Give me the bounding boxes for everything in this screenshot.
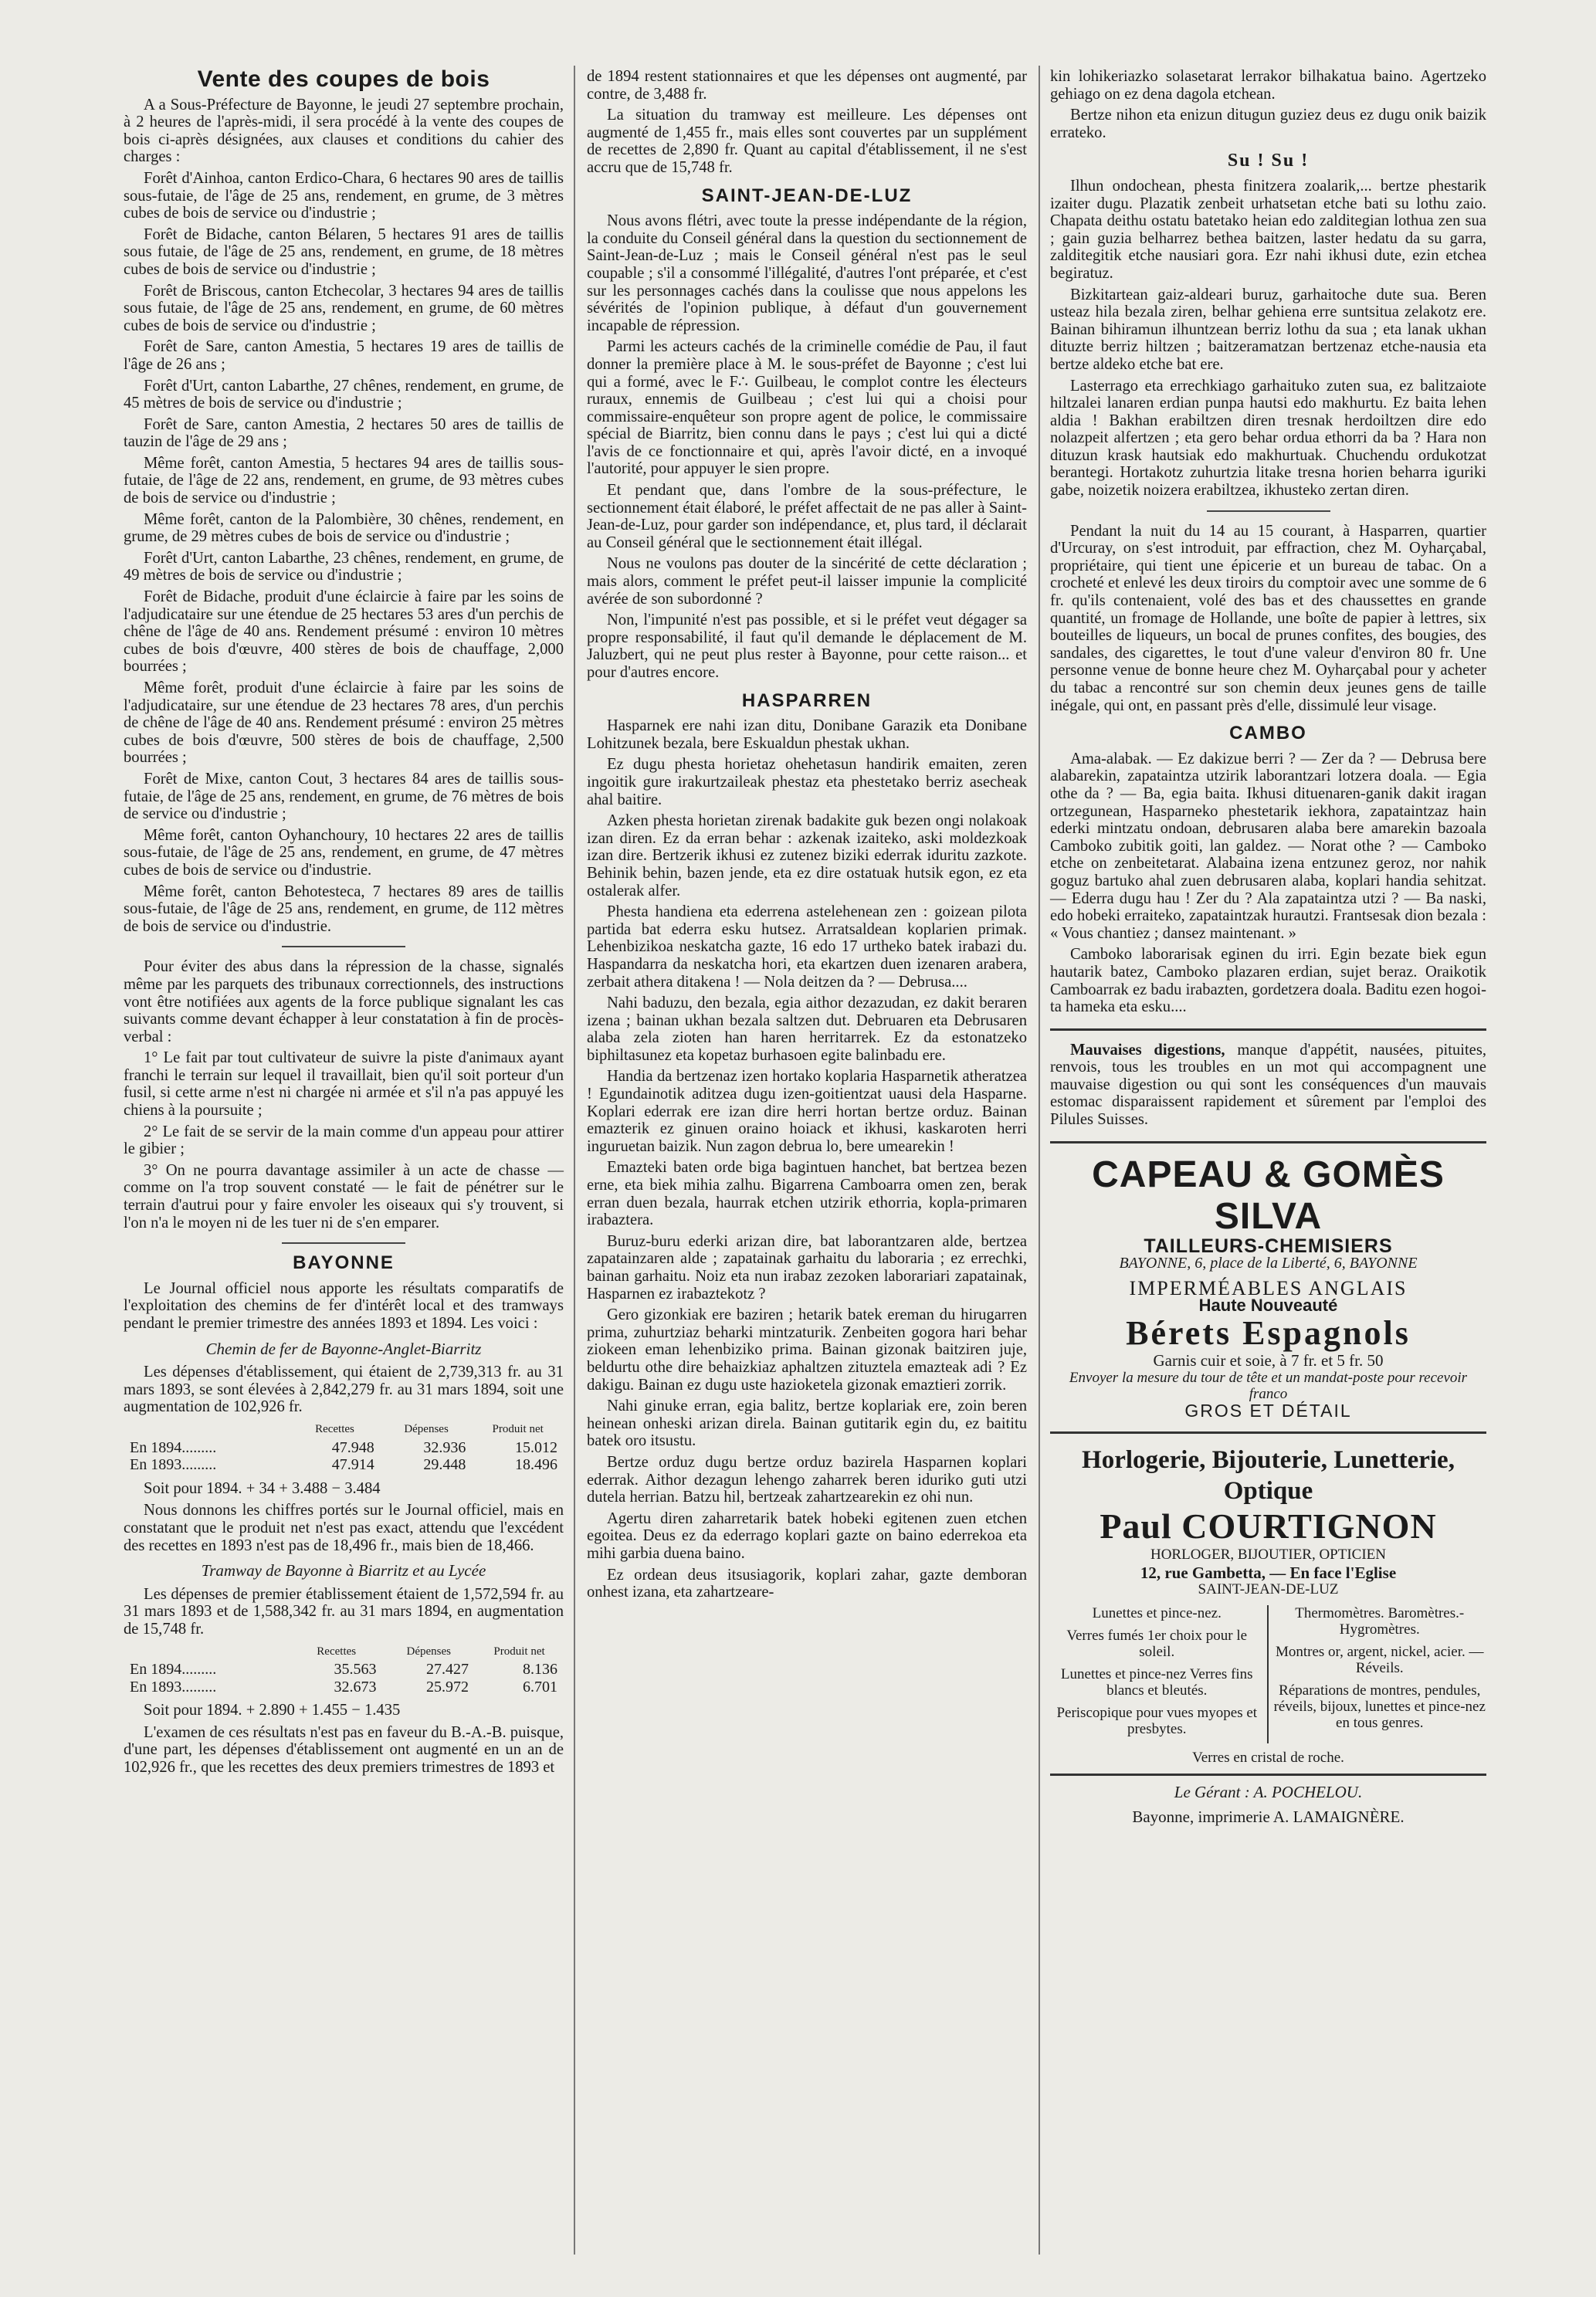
column-rule xyxy=(574,66,575,2255)
paragraph: Ez dugu phesta horietaz ohehetasun handirik emaiten, zeren ingoitik gure irakurtzaileak phestaz eta phestetako berriz asecheak ahal baitire. xyxy=(587,756,1027,808)
advert-courtignon-name: Paul COURTIGNON xyxy=(1100,1506,1437,1547)
paragraph: Et pendant que, dans l'ombre de la sous-préfecture, le sectionnement était élaboré, le préfet affectait de ne pas aller à Saint-Jean-de-Luz, pour garder son indépendance, et, plus tard, il déclarait au Conseil général que le sectionnement était illégal. xyxy=(587,482,1027,551)
advert-digestion-title: Mauvaises digestions, xyxy=(1070,1041,1225,1059)
table-header: Dépenses xyxy=(406,1645,451,1658)
paragraph: Pendant la nuit du 14 au 15 courant, à Hasparren, quartier d'Urcuray, on s'est introduit, par effraction, chez M. Oyharçabal, propriétaire, qui tient une épicerie et un bureau de tabac. On a crocheté et enlevé les deux tiroirs du comptoir avec une somme de 6 fr. qu'ils contenaient, volé des bas et des chaussettes en grande quantité, un fromage de Hollande, une boîte de papier à lettres, six bouteilles de liqueurs, un bocal de prunes confites, des bougies, des sandales, des cigarettes, le tout d'une valeur d'environ 80 fr. Une personne venue de bonne heure chez M. Oyharçabal pour y acheter du tabac a rencontré sur son chemin deux jeunes gens de taille inégale, qui ont, en passant près d'elle, dissimulé leur visage. xyxy=(1050,522,1486,714)
paragraph: Nous ne voulons pas douter de la sincérité de cette déclaration ; mais alors, comment le préfet peut-il laisser impunie la complicité avérée de son subordonné ? xyxy=(587,555,1027,608)
paragraph: Les dépenses de premier établissement étaient de 1,572,594 fr. au 31 mars 1893 et de 1,588,342 fr. au 31 mars 1894, en augmentation de 15,748 fr. xyxy=(124,1585,564,1638)
section-title-hasparren: HASPARREN xyxy=(741,689,873,711)
advert-capeau xyxy=(1050,1154,1486,1420)
advert-capeau-line: Envoyer la mesure du tour de tête et un mandat-poste pour recevoir franco xyxy=(1069,1369,1468,1402)
advert-item: Lunettes et pince-nez. xyxy=(1092,1605,1222,1621)
paragraph: Nous donnons les chiffres portés sur le Journal officiel, mais en constatant que le produit net n'est pas exact, attendu que l'excédent des recettes en 1893 n'est pas de 18,496 fr., mais bien de 18,466. xyxy=(124,1502,564,1554)
advert-courtignon xyxy=(1050,1445,1486,1767)
paragraph: Même forêt, canton de la Palombière, 30 chênes, rendement, en grume, de 29 mètres cubes de bois de service ou d'industrie ; xyxy=(124,510,564,546)
table-header: Produit net xyxy=(492,1422,544,1435)
paragraph: Ez ordean deus itsusiagorik, koplari zahar, gazte demboran onhest izana, eta zahartzeare- xyxy=(587,1566,1027,1601)
paragraph: kin lohikeriazko solasetarat lerrakor bilhakatua baino. Agertzeko gehiago on ez dena dagola etchean. xyxy=(1050,68,1486,103)
paragraph: Bertze orduz dugu bertze orduz bazirela Hasparnen koplari ederrak. Aithor dezagun lehengo zaharrek beren iduriko guti utzi dutela herrian. Batzu hil, bertzeak zahartzearekin ez ohi nun. xyxy=(587,1453,1027,1506)
advert-capeau-line: GROS ET DÉTAIL xyxy=(1184,1400,1352,1421)
paragraph: Le Journal officiel nous apporte les résultats comparatifs de l'exploitation des chemins de fer d'intérêt local et des tramways pendant le premier trimestre des années 1893 et 1894. Les voici : xyxy=(124,1279,564,1332)
advert-courtignon-left xyxy=(1050,1605,1269,1743)
paragraph: 1° Le fait par tout cultivateur de suivre la piste d'animaux ayant franchi le terrain sur lequel il travaillait, bien qu'il soit porteur d'un fusil, si cette arme n'est ni chargée ni armée et s'il n'a pas appuyé les chiens à la poursuite ; xyxy=(124,1049,564,1120)
paragraph: Bertze nihon eta enizun ditugun guziez deus ez dugu onik baizik errateko. xyxy=(1050,107,1486,141)
paragraph: Bizkitartean gaiz-aldeari buruz, garhaitoche dute sua. Beren usteаz hila bezala ziren, belhar gehiena erre suntsitua zelakotz ere. Bainan bihiramun ilhuntzean berriz lothu da sua ; eta lanak ukhan dituzte berriz hiltzen ; baitzeramatzan bertzenaz etche-nausia eta bertze aldeko etche bat ere. xyxy=(1050,286,1486,373)
paragraph: Même forêt, canton Behotesteca, 7 hectares 89 ares de taillis sous-futaie, de l'âge de 25 ans, rendement, en grume, de 112 mètres de bois de service ou d'industrie. xyxy=(124,883,564,935)
paragraph: Hasparnek ere nahi izan ditu, Donibane Garazik eta Donibane Lohitzunek bezala, bere Eskualdun phestak ukhan. xyxy=(587,717,1027,752)
paragraph: Forêt de Briscous, canton Etchecolar, 3 hectares 94 ares de taillis sous futaie, de l'âge de 25 ans, rendement, en grume, de 60 mètres cubes de bois de service ou d'industrie ; xyxy=(124,282,564,334)
paragraph: Forêt de Bidache, canton Bélaren, 5 hectares 91 ares de taillis sous futaie, de l'âge de 25 ans, rendement, en grume, de 18 mètres cubes de bois de service ou d'industrie ; xyxy=(124,225,564,278)
separator-rule xyxy=(1050,1141,1486,1143)
separator xyxy=(1207,510,1330,512)
advert-item: Montres or, argent, nickel, acier. — Réveils. xyxy=(1275,1644,1484,1676)
advert-courtignon-line: 12, rue Gambetta, — En face l'Eglise xyxy=(1140,1563,1397,1582)
advert-item: Lunettes et pince-nez Verres fins blancs et bleutés. xyxy=(1060,1666,1253,1699)
section-title-saint-jean-de-luz: SAINT-JEAN-DE-LUZ xyxy=(701,185,913,206)
paragraph: 3° On ne pourra davantage assimiler à un acte de chasse — comme on l'a trop souvent constaté — le fait de pénétrer sur le terrain d'autrui pour y faire envoler les oiseaux qui s'y trouvent, si l'on n'a le moyen ni de les tuer ni de s'en emparer. xyxy=(124,1161,564,1232)
paragraph: La situation du tramway est meilleure. Les dépenses ont augmenté de 1,455 fr., mais elles sont couvertes par un supplément de recettes de 2,890 fr. Quant au capital d'établissement, il ne s'est accru que de 15,748 fr. xyxy=(587,107,1027,176)
paragraph: Azken phesta horietan zirenak badakite guk bezen ongi nolakoak izan diren. Ez da erran behar : azkenak izaiteko, aski moldezkoak izan dire. Bertzerik ikhusi ez zutenez biziki ederrak iduritu zazkote. Behinik behin, bazen jende, eta ez dire ostatuak hutsik egon, ez eta ostalerak alfer. xyxy=(587,812,1027,899)
advert-item: Réparations de montres, pendules, réveils, bijoux, lunettes et pince-nez en tous genres. xyxy=(1273,1682,1486,1731)
paragraph: Pour éviter des abus dans la répression de la chasse, signalés même par les parquets des tribunaux correctionnels, des instructions vont être notifiées aux agents de la force publique signalant les cas suivants comme devant échapper à leur constatation à fin de procès-verbal : xyxy=(124,958,564,1045)
table-header: Dépenses xyxy=(404,1422,449,1435)
advert-capeau-address: BAYONNE, 6, place de la Liberté, 6, BAYONNE xyxy=(1119,1255,1418,1272)
advert-courtignon-line: HORLOGER, BIJOUTIER, OPTICIEN xyxy=(1150,1547,1387,1564)
advert-capeau-sub: TAILLEURS-CHEMISIERS xyxy=(1144,1235,1393,1257)
table-row: En 1893......... 47.914 29.448 18.496 xyxy=(130,1456,557,1474)
advert-courtignon-footer: Verres en cristal de roche. xyxy=(1192,1750,1344,1766)
advert-item: Thermomètres. Baromètres.-Hygromètres. xyxy=(1295,1605,1465,1638)
separator-rule xyxy=(1050,1774,1486,1776)
paragraph: Forêt d'Ainhoa, canton Erdico-Chara, 6 hectares 90 ares de taillis sous-futaie, de l'âge de 25 ans, rendement, en grume, de 3 mètres cubes de bois de service ou d'industrie ; xyxy=(124,169,564,222)
table-row: En 1893......... 32.673 25.972 6.701 xyxy=(130,1678,557,1696)
subtitle: Chemin de fer de Bayonne-Anglet-Biarritz xyxy=(205,1339,482,1358)
paragraph: Parmi les acteurs cachés de la criminelle comédie de Pau, il faut donner la première place à M. le sous-préfet de Bayonne ; c'est lui qui a formé, avec le F∴ Guilbeau, le complot contre les électeurs ruraux, ennemis de Guilbeau ; c'est lui qui a choisi pour commissaire-enquêteur son propre agent de police, le commissaire spécial de Biarritz, bien connu dans le pays ; c'est lui qui a dicté l'avis de ce fonctionnaire et qui, après l'avoir dicté, en a invoqué l'autorité, pour appuyer le sien propre. xyxy=(587,338,1027,478)
paragraph: Même forêt, canton Amestia, 5 hectares 94 ares de taillis sous-futaie, de l'âge de 22 ans, rendement, en grume, de 93 mètres cubes de bois de service ou d'industrie ; xyxy=(124,454,564,507)
section-title-cambo: CAMBO xyxy=(1229,723,1307,744)
advert-item: Verres fumés 1er choix pour le soleil. xyxy=(1066,1628,1248,1660)
column-1 xyxy=(124,68,564,1780)
gerant-line: Le Gérant : A. POCHELOU. xyxy=(1174,1782,1363,1801)
column-rule xyxy=(1039,66,1040,2255)
paragraph: Phesta handiena eta ederrena astelehenean zen : goizean pilota partida bat ederra esku hutsez. Arratsaldean koplarien primak. Lehenbizikoa neskatcha gazte, 16 edo 17 urtheko batek irabazi du. Haspandarra da neskatcha hori, eta ekartzen duen izenaren arabera, zerbait athera ditakena ! — Nola deitzen da ? — Debrusa.... xyxy=(587,903,1027,991)
table-row: En 1894......... 35.563 27.427 8.136 xyxy=(130,1661,557,1679)
figures-table-1 xyxy=(124,1420,564,1474)
paragraph: de 1894 restent stationnaires et que les dépenses ont augmenté, par contre, de 3,488 fr. xyxy=(587,68,1027,103)
paragraph: Forêt de Sare, canton Amestia, 2 hectares 50 ares de taillis de tauzin de l'âge de 29 ans ; xyxy=(124,415,564,451)
paragraph: Forêt de Mixe, canton Cout, 3 hectares 84 ares de taillis sous-futaie, de l'âge de 25 ans, rendement, en grume, de 76 mètres de bois de service ou d'industrie ; xyxy=(124,770,564,823)
paragraph: Gero gizonkiak ere baziren ; hetarik batek ereman du hirugarren prima, zuhurtziaz beharki mintzaturik. Zenbeiten gogora hari behar ziokeen eman lehenbiziko prima. Bainan gizonak baitziren juje, beldurtu othe dire behaizkiaz aphaltzen zituztela emazteak adi ? Ez dakigu. Bainan ez dugu uste hazioketela gizonak emaztieri zorrik. xyxy=(587,1306,1027,1394)
column-3 xyxy=(1050,68,1486,1826)
paragraph: Ama-alabak. — Ez dakizue berri ? — Zer da ? — Debrusa bere alabarekin, zapataintza utzirik laborantzari lotzera doala. — Egia othe da ? — Ba, egia baita. Ikhusi dituenaren-ganik dakit iragan ortzegunean, Hasparneko phestetarik iekhora, zapataintzaz hain ederki mintzatu ondoan, debrusaren alaba bere amarekin bazoala Camboko zubitik goiti, lan galdez. — Norat othe ? — Camboko etche on zenbeitetarat. Alabaina izena entzunez geroz, nor nahik goguz bartuko ahal zuen debrusaren alaba, koplari handia sehitzat. — Ederra dugu hau ! Zer du ? Ala zapataintza utzi ? — Ba naski, edo hobeki erraiteko, zapataintzak hurautzi. Frantsesak dion bezala : « Vous chantiez ; dansez maintenant. » xyxy=(1050,750,1486,942)
paragraph: Forêt d'Urt, canton Labarthe, 27 chênes, rendement, en grume, de 45 mètres de bois de service ou d'industrie ; xyxy=(124,377,564,412)
paragraph: Handia da bertzenaz izen hortako koplaria Hasparnetik atheratzea ! Egundainotik aditzea dugu izen-goitientzat uausi dela Hasparne. Koplari ederrak ere izan dire herri hortan bertze orduz. Bainan emazterik ez ginuen oraino hoiack et ikhusi, kaskaroten herri inguruetan baizik. Nun zagon debrua lo, bere umearekin ! xyxy=(587,1068,1027,1155)
column-2 xyxy=(587,68,1027,1605)
paragraph: Lasterrago eta errechkiago garhaituko zuten sua, ez balitzaiote hiltzalei lanaren erdian punpa hautsi edo makhurtu. Ez baita lehen aldia ! Bakhan erabiltzen diren tresnak herdoiltzen dire edo nolazpeit alfertzen ; eta gero behar ordua ethorri da ba ? Hara non dituzun krask hautsiak edo makhurtuak. Chuchendu ordukotzat berantegi. Hortakotz zuhurtzia litake tresna horien beharra iguriki gabe, noizetik noizera erabiltzea, ikhusteko zertan diren. xyxy=(1050,377,1486,500)
paragraph: Même forêt, produit d'une éclaircie à faire par les soins de l'adjudicataire, sur une étendue de 23 hectares 78 ares, d'un perchis de chêne de l'âge de 40 ans. Rendement présumé : environ 25 mètres cubes de bois d'œuvre, 500 stères de bois de chauffage, 2,500 bourrées ; xyxy=(124,679,564,767)
paragraph: Non, l'impunité n'est pas possible, et si le préfet veut dégager sa propre responsabilité, il faut qu'il demande le déplacement de M. Jaluzbert, qui ne peut plus rester à Bayonne, pour cette raison... et pour d'autres encore. xyxy=(587,612,1027,681)
separator xyxy=(282,946,405,947)
advert-digestion xyxy=(1050,1042,1486,1129)
table-total: Soit pour 1894. + 2.890 + 1.455 − 1.435 xyxy=(144,1702,401,1719)
paragraph: Forêt de Sare, canton Amestia, 5 hectares 19 ares de taillis de l'âge de 26 ans ; xyxy=(124,338,564,373)
advert-digestion-text: manque d'appétit, nausées, pituites, renvois, tous les troubles en un mot qui accompagnent une mauvaise digestion ou qui sont les conséquences d'un mauvais estomac disparaissent rapidement et sûrement par l'emploi des Pilules Suisses. xyxy=(1050,1041,1486,1129)
paragraph: Camboko laborarisak eginen du irri. Egin bezate biek egun hautarik batez, Camboko plazaren erdian, sujet beraz. Oraikotik Camboarrak ez badu irabazten, gordetzera doala. Baditu ezen hogoi-ta hameka eta esku.... xyxy=(1050,946,1486,1016)
table-row: En 1894......... 47.948 32.936 15.012 xyxy=(130,1438,557,1456)
paragraph: Buruz-buru ederki arizan dire, bat laborantzaren alde, bertzea zapatainzaren alde ; zapatainak garhaitu du laborariа ; ez errechki, bainan garhaitu. Noiz eta nun irabaz zezoken laborariari zapatainak, Hasparnen ez irabaztekotz ? xyxy=(587,1232,1027,1303)
advert-capeau-line: Haute Nouveauté xyxy=(1198,1296,1338,1316)
subtitle: Tramway de Bayonne à Biarritz et au Lycée xyxy=(201,1561,486,1580)
advert-capeau-line: Garnis cuir et soie, à 7 fr. et 5 fr. 50 xyxy=(1153,1351,1384,1370)
section-title-su-su: Su ! Su ! xyxy=(1227,151,1310,171)
advert-capeau-line: IMPERMÉABLES ANGLAIS xyxy=(1129,1276,1408,1299)
paragraph: L'examen de ces résultats n'est pas en faveur du B.-A.-B. puisque, d'une part, les dépenses d'établissement ont augmenté en un an de 102,926 fr., que les recettes des deux premiers trimestres de 1893 et xyxy=(124,1723,564,1777)
advert-courtignon-box xyxy=(1050,1605,1486,1743)
table-header: Recettes xyxy=(317,1645,357,1658)
paragraph: Forêt de Bidache, produit d'une éclaircie à faire par les soins de l'adjudicataire sur une étendue de 25 hectares 53 ares d'un perchis de chêne de l'âge de 40 ans. Rendement présumé : environ 10 mètres cubes de bois d'œuvre, 400 stères de bois de chauffage, 2,000 bourrées ; xyxy=(124,588,564,676)
section-title-bayonne: BAYONNE xyxy=(293,1252,395,1274)
paragraph: Nahi baduzu, den bezala, egia aithor dezazudan, ez dakit beraren izena ; bainan ukhan bezala saltzen dut. Debruaren eta Debrusaren alaba zela zioten han haren herritarrek. Ez da estonatzeko biphiltasunez eta kopetaz burhasoen egite balinbadu ere. xyxy=(587,994,1027,1064)
table-total: Soit pour 1894. + 34 + 3.488 − 3.484 xyxy=(144,1479,381,1497)
table-header: Produit net xyxy=(493,1645,545,1658)
paragraph: Forêt d'Urt, canton Labarthe, 23 chênes, rendement, en grume, de 49 mètres de bois de service ou d'industrie ; xyxy=(124,549,564,584)
advert-capeau-name: CAPEAU & GOMÈS SILVA xyxy=(1092,1154,1445,1237)
advert-item: Periscopique pour vues myopes et presbytes. xyxy=(1056,1705,1258,1737)
paragraph: Nous avons flétri, avec toute la presse indépendante de la région, la conduite du Conseil général dans la question du sectionnement de Saint-Jean-de-Luz ; mais le Conseil général n'est pas le seul coupable ; s'il a consommé l'illégalité, d'autres l'ont préparée, et c'est sur les personnages cachés dans la coulisse que nous appelons les sévérités de l'opinion publique, à défaut d'un gouvernement incapable de répression. xyxy=(587,212,1027,334)
separator-rule xyxy=(1050,1028,1486,1031)
paragraph: Emazteki baten orde biga bagintuen hanchet, bat bertzea bezen erne, eta biek mihia zalhu. Bigarrena Camboarra omen zen, berak erran duen bezala, haurrak etchen utzirik ethorria, kopla-primaren irabaztera. xyxy=(587,1159,1027,1229)
paragraph: Agertu diren zaharretarik batek hobeki egitenen zuen etchen egoitea. Deus ez da ederrago koplari gazte on baino ederrekoa eta mihi garbia duena baino. xyxy=(587,1509,1027,1562)
advert-courtignon-right xyxy=(1269,1605,1487,1743)
imprimerie-line: Bayonne, imprimerie A. LAMAIGNÈRE. xyxy=(1132,1807,1405,1827)
table-header: Recettes xyxy=(315,1422,354,1435)
paragraph: Même forêt, canton Oyhanchoury, 10 hectares 22 ares de taillis sous-futaie, de l'âge de 25 ans, rendement, en grume, de 47 mètres cubes de bois de service ou d'industrie. xyxy=(124,826,564,879)
advert-courtignon-line: SAINT-JEAN-DE-LUZ xyxy=(1198,1581,1339,1598)
paragraph: 2° Le fait de se servir de la main comme d'un appeau pour attirer le gibier ; xyxy=(124,1123,564,1158)
section-title-vente: Vente des coupes de bois xyxy=(197,66,490,92)
advert-capeau-berets: Bérets Espagnols xyxy=(1126,1314,1411,1353)
separator xyxy=(282,1242,405,1244)
advert-courtignon-headline: Horlogerie, Bijouterie, Lunetterie, Optique xyxy=(1082,1446,1455,1506)
separator-rule xyxy=(1050,1431,1486,1434)
figures-table-2 xyxy=(124,1642,564,1696)
paragraph: A a Sous-Préfecture de Bayonne, le jeudi 27 septembre prochain, à 2 heures de l'après-midi, il sera procédé à la vente des coupes de bois ci-après désignées, aux clauses et conditions du cahier des charges : xyxy=(124,96,564,166)
paragraph: Nahi ginuke erran, egia balitz, bertze koplariak ere, zoin beren heinean onheski arizan direla. Bainan gutitarik egin du, ez baititu batek oro itsustu. xyxy=(587,1398,1027,1450)
paragraph: Ilhun ondochean, phesta finitzera zoalarik,... bertze phestarik izaiter dugu. Plazatik zenbeit urhatsetan etche bati su lothu zaio. Chapata deithu ostatu batetako heian edo zalditegian lothua zen sua ; gain guzia belharrez bethea baitzen, laster hedatu da su garra, zalditegitik etche nausiari gora. Ezr nahi ikhusi dute, ezin etchea begiratuz. xyxy=(1050,177,1486,282)
paragraph: Les dépenses d'établissement, qui étaient de 2,739,313 fr. au 31 mars 1893, se sont élevées à 2,842,279 fr. au 31 mars 1894, soit une augmentation de 102,926 fr. xyxy=(124,1364,564,1416)
